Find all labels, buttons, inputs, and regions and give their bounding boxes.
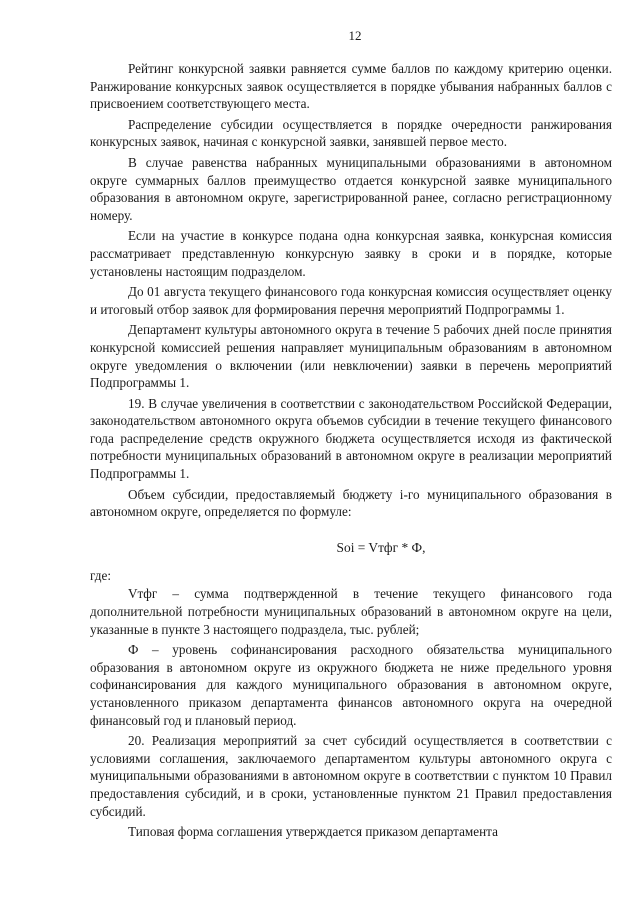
paragraph-subsidy-volume: Объем субсидии, предоставляемый бюджету i-го муниципального образования в автономном округе, определяется по формуле:	[90, 486, 612, 520]
paragraph-standard-form: Типовая форма соглашения утверждается приказом департамента	[128, 824, 498, 840]
paragraph-item-20: 20. Реализация мероприятий за счет субсидий осуществляется в соответствии с условиями соглашения, заключаемого департаментом культуры автономного округа с муниципальными образованиями в автономном округе в соответствии с пунктом 10 Правил предоставления субсидий, и в сроки, установленные пунктом 21 Правил предоставления субсидий.	[90, 733, 612, 819]
paragraph-f-definition: Ф – уровень софинансирования расходного обязательства муниципального образования в автономном округе из окружного бюджета не ниже предельного уровня софинансирования для каждого муниципального образования в автономном округе, установленного приказом департамента финансов автономного округа на очередной финансовый год и плановый период.	[90, 642, 612, 728]
paragraph-notification: Департамент культуры автономного округа в течение 5 рабочих дней после принятия конкурсной комиссией решения направляет муниципальным образованиям в автономном округе уведомления о включении (или невключении) заявки в перечень мероприятий Подпрограммы 1.	[90, 322, 612, 391]
subsidy-formula: Soi = Vтфг * Ф,	[336, 539, 426, 555]
paragraph-distribution: Распределение субсидии осуществляется в порядке очередности ранжирования конкурсных заявок, начиная с конкурсной заявки, занявшей первое место.	[90, 116, 612, 150]
paragraph-item-19: 19. В случае увеличения в соответствии с законодательством Российской Федерации, законодательством автономного округа объемов субсидии в течение текущего финансового года распределение средств окружного бюджета осуществляется исходя из фактической потребности муниципальных образований в автономном округе в реализации мероприятий Подпрограммы 1.	[90, 395, 612, 482]
paragraph-deadline: До 01 августа текущего финансового года конкурсная комиссия осуществляет оценку и итоговый отбор заявок для формирования перечня мероприятий Подпрограммы 1.	[90, 284, 612, 317]
paragraph-vtfg-definition: Vтфг – сумма подтвержденной в течение текущего финансового года дополнительной потребности муниципальных образований в автономном округе на цели, указанные в пункте 3 настоящего подраздела, тыс. рублей;	[90, 586, 612, 637]
paragraph-rating: Рейтинг конкурсной заявки равняется сумме баллов по каждому критерию оценки. Ранжирование конкурсных заявок осуществляется в порядке убывания набранных баллов с присвоением соответствующего места.	[90, 61, 612, 112]
where-label: где:	[90, 567, 111, 583]
paragraph-single-application: Если на участие в конкурсе подана одна конкурсная заявка, конкурсная комиссия рассматривает представленную конкурсную заявку в сроки и в порядке, которые установлены настоящим подразделом.	[90, 228, 612, 279]
page-number: 12	[348, 28, 362, 43]
document-page	[90, 28, 612, 844]
paragraph-equal-scores: В случае равенства набранных муниципальными образованиями в автономном округе суммарных баллов преимущество отдается конкурсной заявке муниципального образования в автономном округе, зарегистрированной ранее, согласно регистрационному номеру.	[90, 154, 612, 223]
